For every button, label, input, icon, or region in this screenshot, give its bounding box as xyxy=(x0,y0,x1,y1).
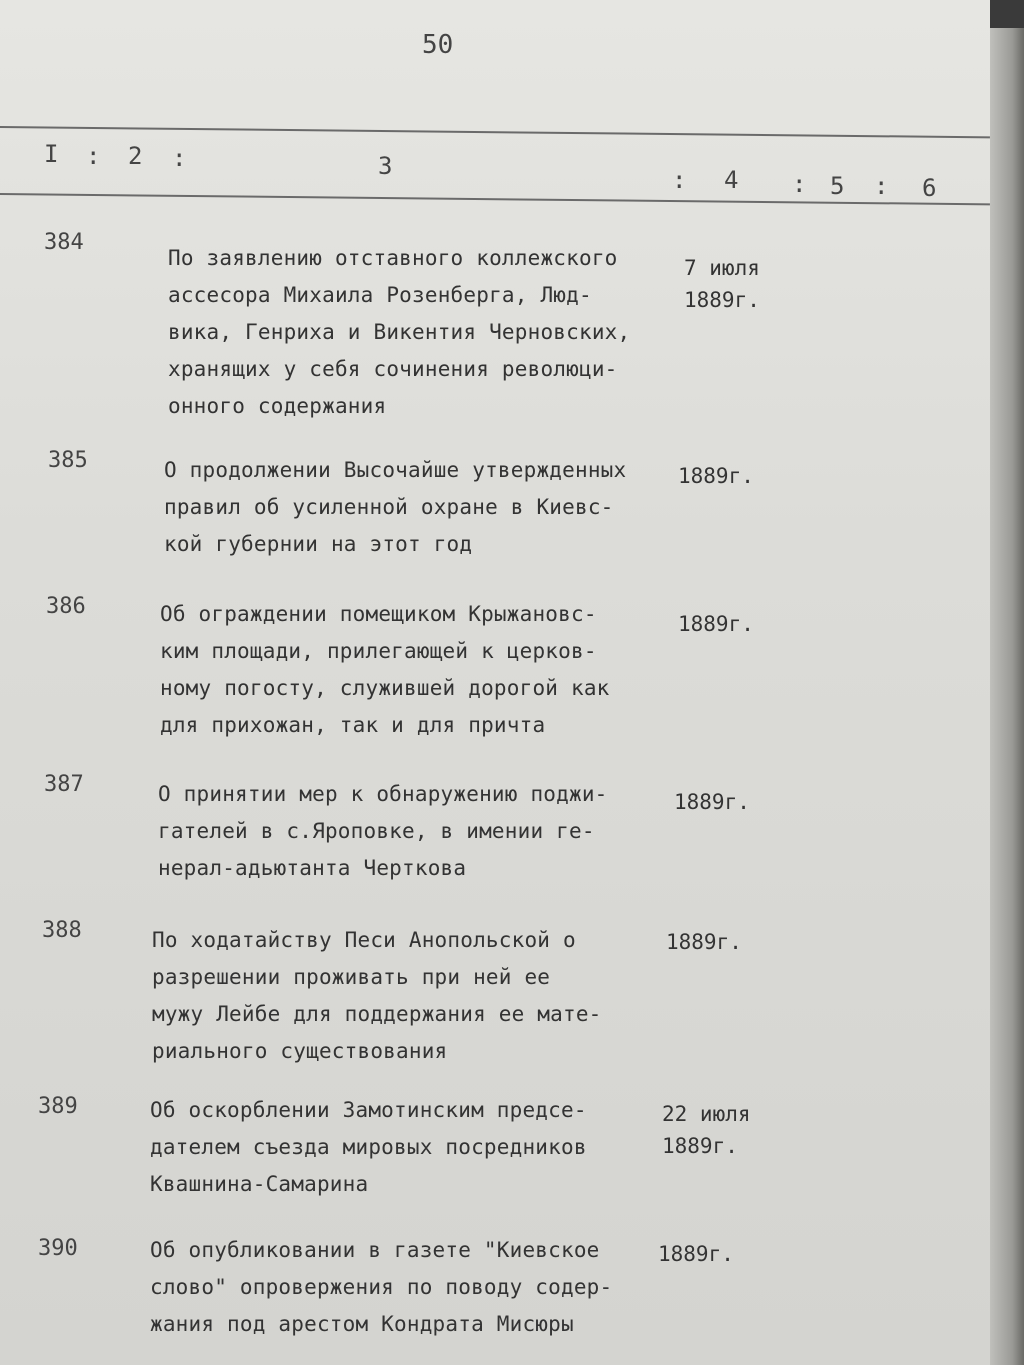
entry-line: ному погосту, служившей дорогой как xyxy=(160,676,610,700)
entry-line: вика, Генриха и Викентия Черновских, xyxy=(168,320,631,344)
column-header-sep: : xyxy=(874,172,889,200)
column-header-2: 2 xyxy=(128,142,143,170)
entry-line: правил об усиленной охране в Киевс- xyxy=(164,495,614,519)
column-header-sep: : xyxy=(792,170,807,198)
entry-line: риального существования xyxy=(152,1039,448,1063)
entry-line: нерал-адьютанта Черткова xyxy=(158,856,467,880)
entry-line: По ходатайству Песи Анопольской о xyxy=(152,928,576,952)
entry-line: О принятии мер к обнаружению поджи- xyxy=(158,782,608,806)
entry-line: жания под арестом Кондрата Мисюры xyxy=(150,1312,574,1336)
entry-number: 387 xyxy=(44,772,84,797)
entry-line: О продолжении Высочайше утвержденных xyxy=(164,458,627,482)
entry-number: 389 xyxy=(38,1094,78,1119)
entry-description xyxy=(152,922,602,1070)
entry-line: разрешении проживать при ней ее xyxy=(152,965,551,989)
column-header-5: 5 xyxy=(830,172,845,200)
entry-line: мужу Лейбе для поддержания ее мате- xyxy=(152,1002,602,1026)
entry-date: 1889г. xyxy=(678,464,754,488)
entry-line: По заявлению отставного коллежского xyxy=(168,246,618,270)
column-header-1: I xyxy=(44,140,59,168)
column-header-3: 3 xyxy=(378,152,393,180)
entry-line: Об ограждении помещиком Крыжановс- xyxy=(160,602,597,626)
entry-line: онного содержания xyxy=(168,394,387,418)
underlying-page-edge xyxy=(985,0,1024,1365)
entry-line: гателей в с.Яроповке, в имении ге- xyxy=(158,819,595,843)
entry-date: 1889г. xyxy=(666,930,742,954)
entry-line: хранящих у себя сочинения революци- xyxy=(168,357,618,381)
column-header-sep: : xyxy=(672,166,687,194)
entry-description xyxy=(158,776,608,887)
entry-description xyxy=(150,1092,587,1203)
column-header-sep: : xyxy=(172,144,187,172)
entry-date: 1889г. xyxy=(674,790,750,814)
entry-date: 7 июля 1889г. xyxy=(684,256,760,312)
entry-line: Об опубликовании в газете "Киевское xyxy=(150,1238,600,1262)
page-number: 50 xyxy=(422,30,454,60)
entry-number: 388 xyxy=(42,918,82,943)
entry-line: для прихожан, так и для причта xyxy=(160,713,546,737)
entry-number: 385 xyxy=(48,448,88,473)
column-header-6: 6 xyxy=(922,174,937,202)
entry-description xyxy=(168,240,630,425)
entry-line: ким площади, прилегающей к церков- xyxy=(160,639,597,663)
column-header-4: 4 xyxy=(724,166,739,194)
entry-line: слово" опровержения по поводу содер- xyxy=(150,1275,613,1299)
entry-line: ассесора Михаила Розенберга, Люд- xyxy=(168,283,592,307)
entry-date: 1889г. xyxy=(678,612,754,636)
entry-description xyxy=(164,452,626,563)
column-header-sep: : xyxy=(86,142,101,170)
entry-line: Квашнина-Самарина xyxy=(150,1172,369,1196)
entry-date: 22 июля 1889г. xyxy=(662,1102,751,1158)
entry-line: дателем съезда мировых посредников xyxy=(150,1135,587,1159)
entry-number: 390 xyxy=(38,1236,78,1261)
entry-description xyxy=(150,1232,612,1343)
entry-number: 386 xyxy=(46,594,86,619)
header-rule-top xyxy=(0,126,990,138)
entry-line: кой губернии на этот год xyxy=(164,532,473,556)
entry-description xyxy=(160,596,610,744)
entry-number: 384 xyxy=(44,230,84,255)
entry-line: Об оскорблении Замотинским предсе- xyxy=(150,1098,587,1122)
entry-date: 1889г. xyxy=(658,1242,734,1266)
